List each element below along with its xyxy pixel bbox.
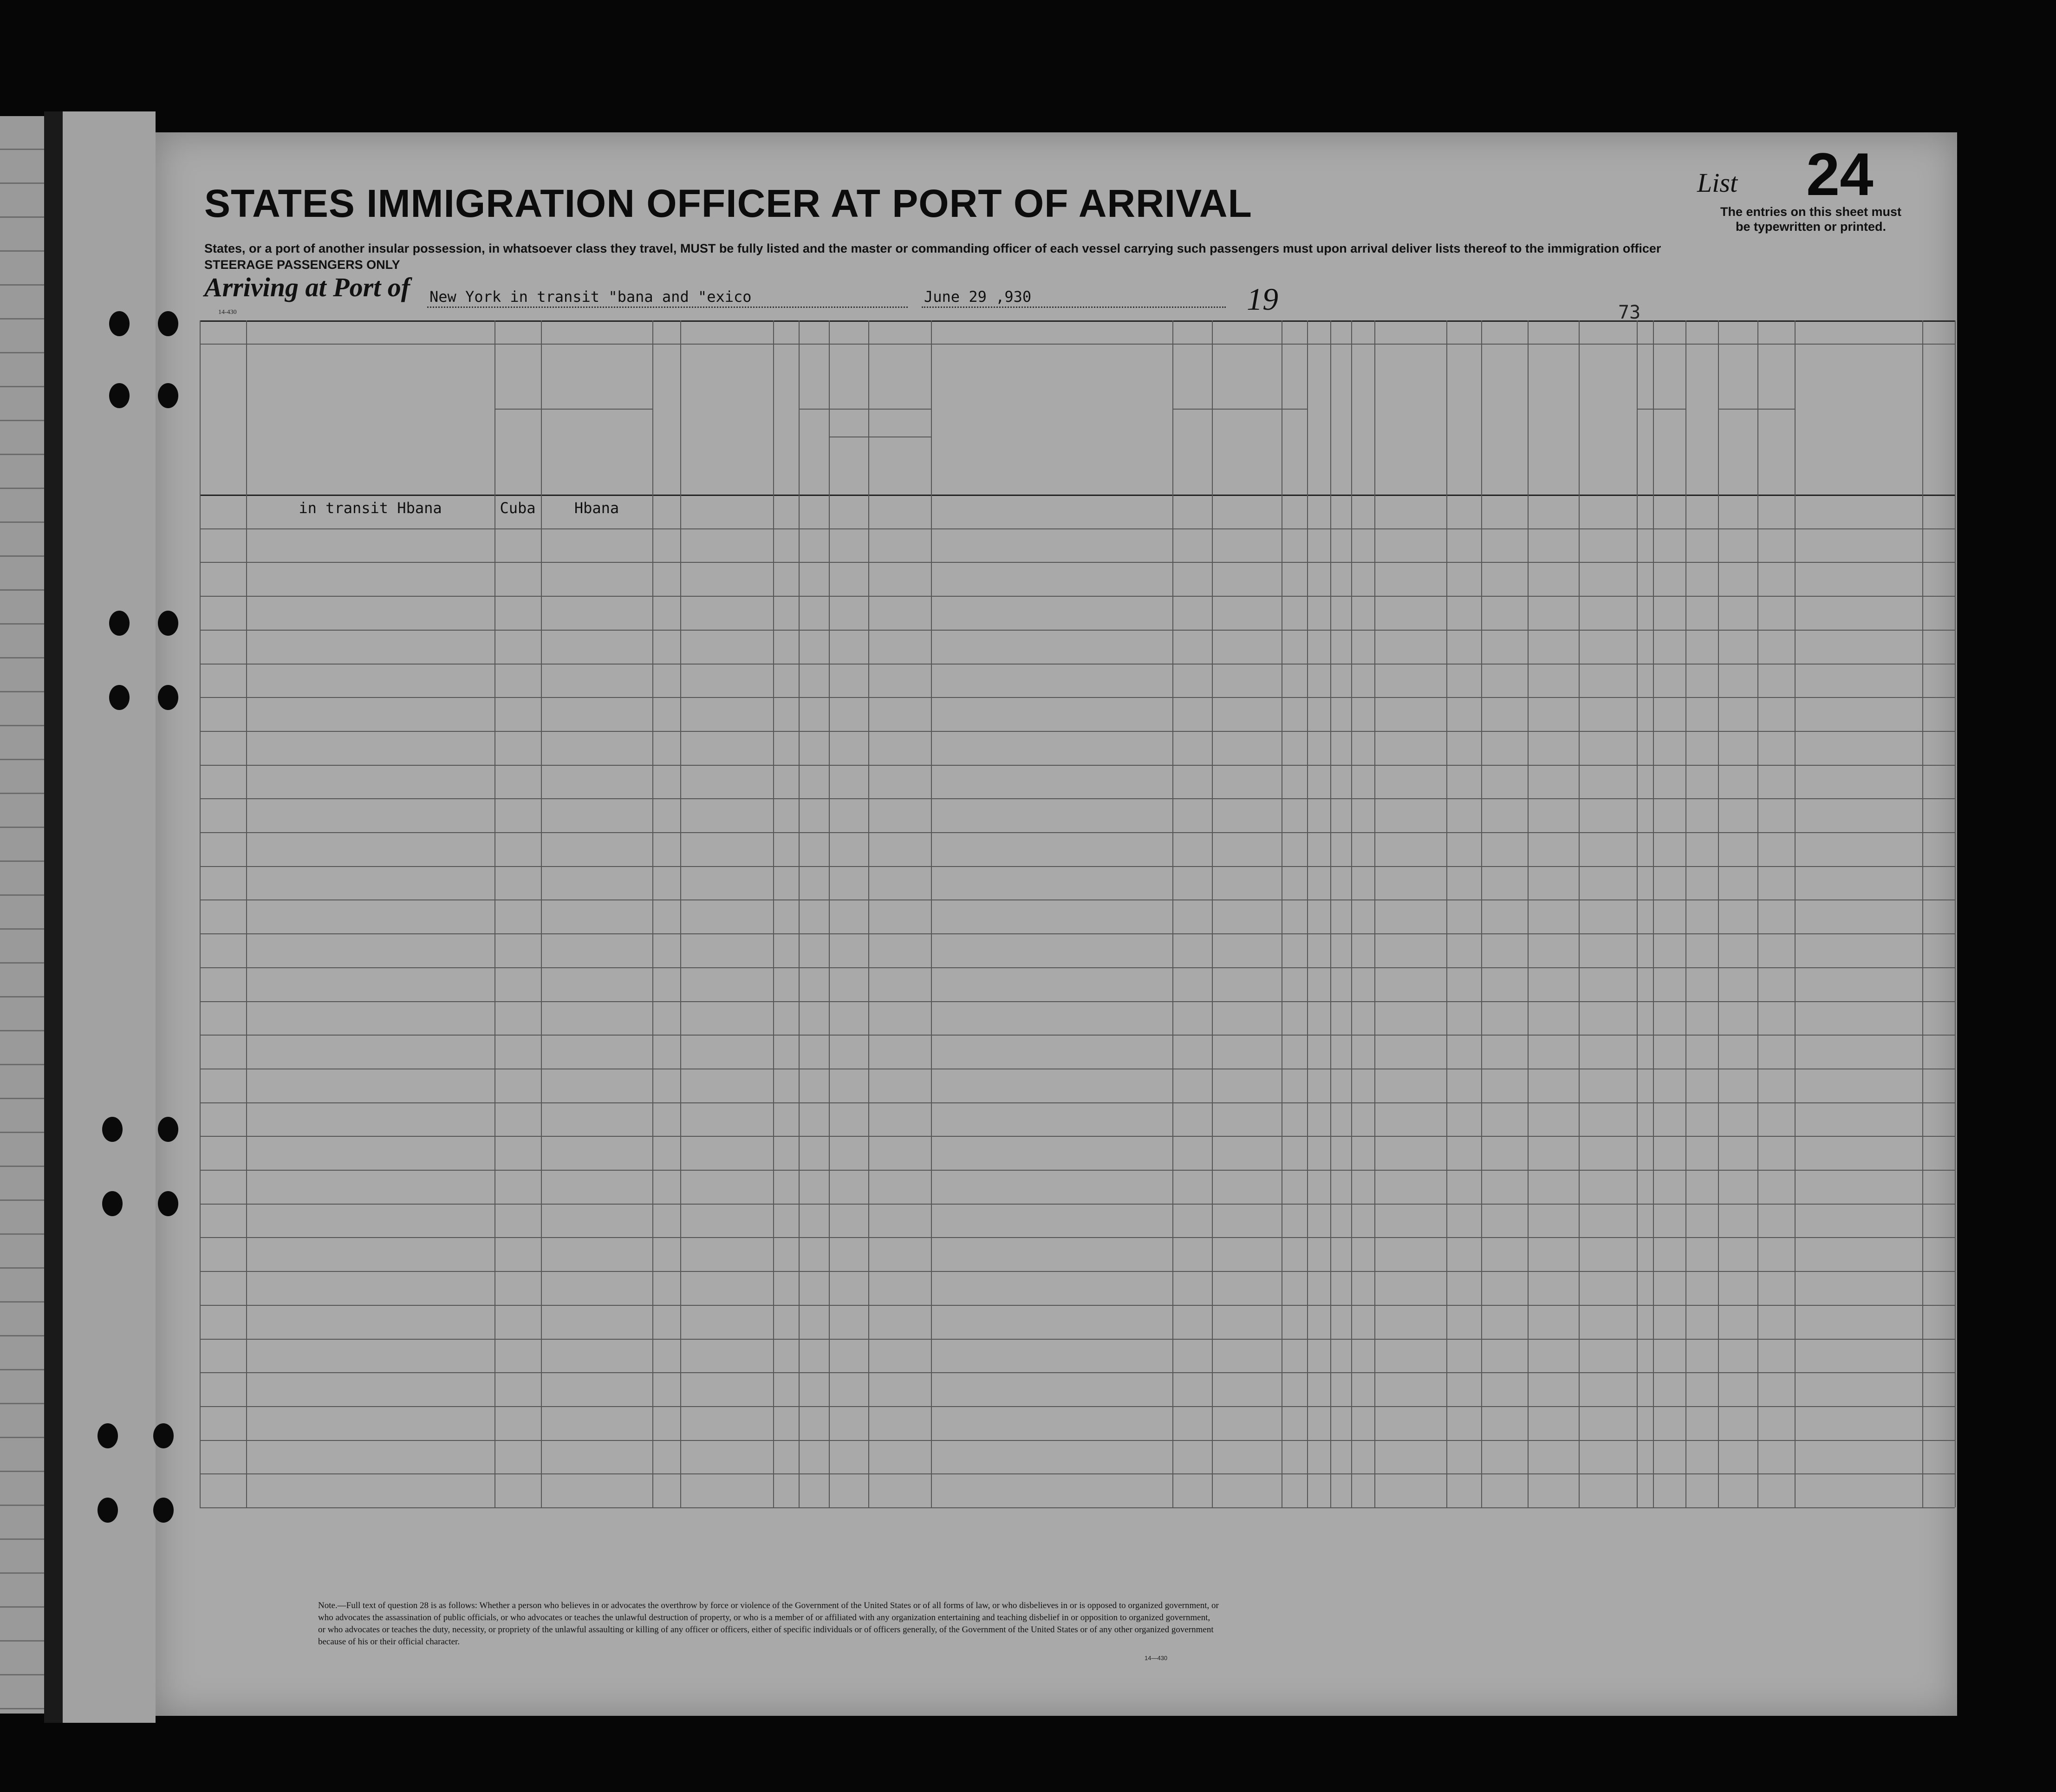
header-money [774,358,797,488]
punch-hole [102,1191,123,1216]
date-value: June 29 ,930 [924,288,1032,306]
column-divider [799,320,800,1507]
stamp-number: 73 [1618,302,1641,323]
row-divider [200,1507,1955,1508]
punch-hole [98,1498,118,1523]
page-gutter [63,111,156,1723]
row-divider [200,1339,1955,1340]
column-divider [1528,320,1529,1507]
header-city [541,432,652,446]
header-nearest-relative [260,390,481,446]
header-feet [1638,413,1652,492]
manifest-page [156,132,1957,1716]
header-anarchist [1353,353,1373,488]
header-polygamist [1332,353,1350,488]
column-divider [868,320,869,1507]
subheader-divider [494,409,652,410]
form-code: 14—430 [1145,1655,1168,1662]
column-divider [494,320,495,1507]
date-dotted-line [922,306,1226,308]
header-color-of [1718,388,1795,402]
column-divider [652,320,653,1507]
year-prefix: 19 [1247,281,1278,317]
subheader-divider [1637,409,1685,410]
row-divider [200,697,1955,698]
header-overthrow [1377,353,1444,488]
row-divider [200,664,1955,665]
port-value: New York in transit "bana and "exico [429,288,752,306]
row-divider [200,967,1955,968]
row-divider [200,765,1955,766]
column-divider [1481,320,1482,1507]
punch-hole [158,611,178,636]
row-divider [200,933,1955,934]
list-label: List [1697,168,1738,198]
header-complexion [1686,418,1717,446]
header-height [1637,388,1685,402]
punch-hole [102,1117,123,1142]
row-divider [200,1271,1955,1272]
header-final-destination-sub [499,381,648,399]
punch-hole [158,311,178,336]
header-subtitle: States, or a port of another insular possession, in whatsoever class they travel, MUST be fully listed and the master or commanding officer of each vessel carrying such passengers must upon arrival deliver lists thereof to the immigration officer [204,241,1661,255]
column-divider [1685,320,1686,1507]
punch-hole [109,685,130,710]
column-divider [1374,320,1375,1507]
header-bottom-border [200,495,1955,496]
port-dotted-line [427,306,908,308]
table-top-border [200,320,1955,322]
header-purpose-length [1214,413,1279,492]
row-divider [200,1305,1955,1306]
punch-hole [98,1423,118,1448]
header-final-destination [499,367,648,381]
row-divider [200,1035,1955,1036]
column-divider [1579,320,1580,1507]
punch-hole [109,611,130,636]
header-marks [1797,423,1920,450]
header-purpose [1175,365,1305,383]
punch-hole [153,1423,174,1448]
row-divider [200,596,1955,597]
header-inches [1654,413,1685,492]
page-title: STATES IMMIGRATION OFFICER AT PORT OF ARRIVAL [204,182,1252,225]
header-purpose-return [1175,413,1210,492]
row-divider [200,1237,1955,1238]
header-purpose-citizen [1282,413,1306,492]
header-hair [1718,448,1757,462]
row-divider [200,899,1955,900]
entries-line-2: be typewritten or printed. [1735,220,1887,234]
column-divider [1330,320,1331,1507]
header-year [829,441,868,483]
corner-form-code: 14-430 [218,309,237,316]
row-divider [200,832,1955,833]
header-eyes [1757,448,1795,462]
header-yes-no [799,427,829,469]
row-divider [200,1001,1955,1002]
column-divider [1922,320,1923,1507]
punch-hole [158,1117,178,1142]
header-if-yes [829,416,931,430]
header-deported [1483,353,1525,488]
entries-line-1: The entries on this sheet must [1720,205,1902,219]
header-subtitle-steerage: STEERAGE PASSENGERS ONLY [204,258,400,272]
column-divider [1307,320,1308,1507]
row-divider [200,1170,1955,1171]
column-divider [541,320,542,1507]
header-passage-paid-sub [685,416,768,481]
header-state [494,432,541,446]
header-before-in-us [801,362,929,404]
row-divider [200,866,1955,867]
row-divider [200,1406,1955,1407]
column-divider [1653,320,1654,1507]
subheader-divider [799,409,931,410]
row-divider [200,1473,1955,1474]
header-prison [1308,353,1329,488]
column-divider [773,320,774,1507]
column-divider [1637,320,1638,1507]
punch-hole [158,1191,178,1216]
column-divider [200,320,201,1507]
header-number-divider [200,344,1955,345]
book-spine [44,111,63,1723]
column-divider [246,320,247,1507]
header-labor-offer [1449,353,1479,488]
port-label: Arriving at Port of [204,272,410,302]
punch-hole [109,383,130,408]
column-divider [1795,320,1796,1507]
cell-nearest-relative: in transit Hbana [299,499,442,517]
cell-city: Hbana [574,499,619,517]
punch-hole [153,1498,174,1523]
row-divider [200,731,1955,732]
subheader-divider [1718,409,1795,410]
punch-hole [158,383,178,408]
row-divider [200,630,1955,631]
row-divider [200,528,1955,529]
row-divider [200,1440,1955,1441]
column-divider [1212,320,1213,1507]
cell-state: Cuba [500,499,536,517]
subheader-divider [1172,409,1307,410]
punch-hole [158,685,178,710]
column-divider [680,320,681,1507]
list-number: 24 [1806,140,1874,208]
entries-instructions [1699,204,1922,234]
header-join-relative [938,404,1165,460]
column-divider [1351,320,1352,1507]
header-ticket [655,353,678,488]
column-divider [1955,320,1956,1507]
column-divider [1757,320,1758,1507]
column-divider [931,320,932,1507]
header-deformed [1581,395,1634,464]
punch-hole [109,311,130,336]
column-divider [829,320,830,1507]
row-divider [200,798,1955,799]
footnote: Note.—Full text of question 28 is as follows: Whether a person who believes in or advocates the overthrow by force or violence of the Government of the United States or of all forms of law, or who disbelieves in or is opposed to organized government, or who advocates the assassination of public officials, or who advocates or teaches the unlawful destruction of property, or who is a member of or affiliated with any organization entertaining and teaching disbelief in or opposition to organized government, or who advocates or teaches the duty, necessity, or propriety of the unlawful assaulting or killing of any officer or officers, either of specific individuals or of officers generally, of the Government of the United States or of any other organized government because of his or their official character. [318,1601,1219,1647]
row-divider [200,1102,1955,1103]
column-divider [1446,320,1447,1507]
row-divider [200,1372,1955,1373]
row-divider [200,562,1955,563]
header-no-on-list [204,395,241,450]
column-divider [1172,320,1173,1507]
row-divider [200,1136,1955,1137]
header-passage-paid [687,376,766,413]
header-where [868,453,931,467]
column-divider [1718,320,1719,1507]
header-health [1530,395,1576,460]
row-divider [200,1204,1955,1205]
